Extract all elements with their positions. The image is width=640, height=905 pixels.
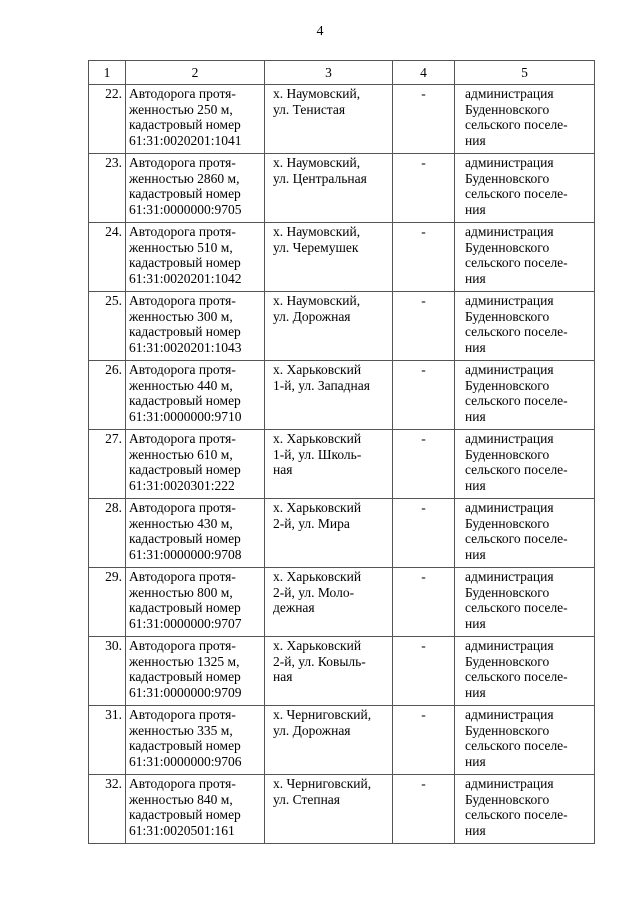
location-cell [265, 361, 393, 430]
column-header: 3 [265, 61, 393, 85]
row-number-cell: 30. [89, 637, 126, 706]
table-row [89, 706, 595, 775]
owner-cell [455, 775, 595, 844]
owner-line: ния [465, 753, 486, 769]
description-line: 61:31:0000000:9705 [129, 201, 242, 217]
registry-table [88, 60, 595, 844]
owner-line: администрация [465, 86, 554, 101]
row-number-cell: 31. [89, 706, 126, 775]
table-row [89, 154, 595, 223]
location-line: х. Харьковский [273, 500, 362, 515]
row-number-cell: 25. [89, 292, 126, 361]
column-header: 2 [126, 61, 265, 85]
location-cell [265, 706, 393, 775]
location-line: х. Харьковский [273, 431, 362, 446]
owner-cell [455, 430, 595, 499]
location-line: ул. Степная [273, 791, 341, 807]
road-description-cell [126, 706, 265, 775]
description-line: женностью 430 м, [129, 515, 233, 531]
description-line: женностью 440 м, [129, 377, 233, 393]
owner-line: Буденновского [465, 101, 550, 117]
description-line: 61:31:0020201:1042 [129, 270, 242, 286]
description-line: женностью 1325 м, [129, 653, 240, 669]
owner-line: сельского поселе- [465, 186, 568, 201]
owner-line: Буденновского [465, 653, 550, 669]
location-line: ул. Тенистая [273, 101, 346, 117]
location-cell [265, 775, 393, 844]
description-line: 61:31:0020201:1043 [129, 339, 242, 355]
column-4-cell: - [393, 775, 455, 844]
location-line: х. Наумовский, [273, 155, 361, 170]
owner-line: администрация [465, 224, 554, 239]
row-number-cell: 24. [89, 223, 126, 292]
owner-cell [455, 499, 595, 568]
owner-line: сельского поселе- [465, 255, 568, 270]
location-line: дежная [273, 600, 315, 615]
table-row [89, 223, 595, 292]
description-line: женностью 2860 м, [129, 170, 240, 186]
description-line: кадастровый номер [129, 255, 241, 270]
location-line: ул. Дорожная [273, 308, 351, 324]
description-line: кадастровый номер [129, 393, 241, 408]
owner-line: администрация [465, 155, 554, 170]
table-row [89, 292, 595, 361]
description-line: женностью 800 м, [129, 584, 233, 600]
owner-line: ния [465, 270, 486, 286]
column-4-cell: - [393, 154, 455, 223]
location-line: х. Наумовский, [273, 86, 361, 101]
description-line: Автодорога протя- [129, 293, 236, 308]
description-line: женностью 840 м, [129, 791, 233, 807]
owner-line: сельского поселе- [465, 531, 568, 546]
description-line: 61:31:0020301:222 [129, 477, 235, 493]
column-4-cell: - [393, 430, 455, 499]
location-line: ул. Черемушек [273, 239, 359, 255]
road-description-cell [126, 292, 265, 361]
description-line: женностью 510 м, [129, 239, 233, 255]
description-line: кадастровый номер [129, 462, 241, 477]
location-line: 2-й, ул. Ковыль- [273, 653, 366, 669]
owner-line: ния [465, 615, 486, 631]
description-line: Автодорога протя- [129, 431, 236, 446]
description-line: Автодорога протя- [129, 569, 236, 584]
column-header: 1 [89, 61, 126, 85]
location-cell [265, 223, 393, 292]
description-line: 61:31:0000000:9708 [129, 546, 242, 562]
owner-cell [455, 154, 595, 223]
location-line: х. Наумовский, [273, 224, 361, 239]
owner-line: администрация [465, 638, 554, 653]
owner-line: администрация [465, 500, 554, 515]
owner-line: Буденновского [465, 584, 550, 600]
owner-line: сельского поселе- [465, 393, 568, 408]
location-line: ул. Дорожная [273, 722, 351, 738]
owner-line: Буденновского [465, 446, 550, 462]
owner-line: сельского поселе- [465, 117, 568, 132]
owner-line: ния [465, 201, 486, 217]
description-line: кадастровый номер [129, 807, 241, 822]
location-line: ная [273, 462, 293, 477]
column-4-cell: - [393, 568, 455, 637]
location-line: х. Харьковский [273, 638, 362, 653]
description-line: женностью 610 м, [129, 446, 233, 462]
location-cell [265, 154, 393, 223]
description-line: кадастровый номер [129, 117, 241, 132]
owner-cell [455, 361, 595, 430]
owner-line: администрация [465, 362, 554, 377]
road-description-cell [126, 568, 265, 637]
owner-line: сельского поселе- [465, 324, 568, 339]
owner-line: ния [465, 132, 486, 148]
description-line: Автодорога протя- [129, 707, 236, 722]
column-4-cell: - [393, 292, 455, 361]
owner-line: администрация [465, 776, 554, 791]
owner-cell [455, 706, 595, 775]
table-row [89, 568, 595, 637]
table-row [89, 361, 595, 430]
column-4-cell: - [393, 361, 455, 430]
description-line: Автодорога протя- [129, 155, 236, 170]
location-line: ул. Центральная [273, 170, 367, 186]
location-line: х. Харьковский [273, 569, 362, 584]
owner-line: Буденновского [465, 377, 550, 393]
owner-line: администрация [465, 431, 554, 446]
owner-line: сельского поселе- [465, 738, 568, 753]
owner-line: ния [465, 546, 486, 562]
road-description-cell [126, 361, 265, 430]
owner-line: сельского поселе- [465, 462, 568, 477]
description-line: Автодорога протя- [129, 638, 236, 653]
owner-line: Буденновского [465, 170, 550, 186]
description-line: 61:31:0020201:1041 [129, 132, 242, 148]
owner-line: ния [465, 339, 486, 355]
column-4-cell: - [393, 637, 455, 706]
description-line: 61:31:0000000:9707 [129, 615, 242, 631]
description-line: женностью 335 м, [129, 722, 233, 738]
location-line: 1-й, ул. Западная [273, 377, 370, 393]
description-line: Автодорога протя- [129, 500, 236, 515]
owner-cell [455, 223, 595, 292]
owner-cell [455, 568, 595, 637]
location-line: х. Черниговский, [273, 776, 372, 791]
description-line: кадастровый номер [129, 738, 241, 753]
row-number-cell: 28. [89, 499, 126, 568]
owner-line: ния [465, 408, 486, 424]
page-number: 4 [316, 24, 324, 39]
location-line: ная [273, 669, 293, 684]
owner-line: ния [465, 822, 486, 838]
table-row [89, 499, 595, 568]
table-row [89, 637, 595, 706]
row-number-cell: 26. [89, 361, 126, 430]
column-header: 4 [393, 61, 455, 85]
owner-line: ния [465, 684, 486, 700]
owner-line: сельского поселе- [465, 600, 568, 615]
table-row [89, 85, 595, 154]
description-line: женностью 300 м, [129, 308, 233, 324]
table-header-row [89, 61, 595, 85]
location-line: х. Черниговский, [273, 707, 372, 722]
column-4-cell: - [393, 85, 455, 154]
owner-line: администрация [465, 707, 554, 722]
row-number-cell: 27. [89, 430, 126, 499]
description-line: кадастровый номер [129, 669, 241, 684]
location-cell [265, 85, 393, 154]
column-4-cell: - [393, 706, 455, 775]
owner-line: Буденновского [465, 239, 550, 255]
road-description-cell [126, 223, 265, 292]
location-cell [265, 499, 393, 568]
description-line: 61:31:0020501:161 [129, 822, 235, 838]
owner-cell [455, 85, 595, 154]
location-line: 2-й, ул. Моло- [273, 584, 355, 600]
description-line: 61:31:0000000:9709 [129, 684, 242, 700]
description-line: 61:31:0000000:9710 [129, 408, 242, 424]
row-number-cell: 32. [89, 775, 126, 844]
owner-cell [455, 292, 595, 361]
location-line: 1-й, ул. Школь- [273, 446, 362, 462]
location-line: 2-й, ул. Мира [273, 515, 350, 531]
owner-cell [455, 637, 595, 706]
description-line: женностью 250 м, [129, 101, 233, 117]
road-description-cell [126, 430, 265, 499]
owner-line: Буденновского [465, 791, 550, 807]
row-number-cell: 23. [89, 154, 126, 223]
description-line: кадастровый номер [129, 600, 241, 615]
owner-line: Буденновского [465, 308, 550, 324]
road-description-cell [126, 637, 265, 706]
row-number-cell: 22. [89, 85, 126, 154]
description-line: 61:31:0000000:9706 [129, 753, 242, 769]
location-cell [265, 430, 393, 499]
owner-line: администрация [465, 569, 554, 584]
column-4-cell: - [393, 499, 455, 568]
location-cell [265, 637, 393, 706]
owner-line: сельского поселе- [465, 807, 568, 822]
owner-line: сельского поселе- [465, 669, 568, 684]
location-cell [265, 568, 393, 637]
owner-line: ния [465, 477, 486, 493]
table-row [89, 430, 595, 499]
road-description-cell [126, 775, 265, 844]
description-line: Автодорога протя- [129, 86, 236, 101]
owner-line: Буденновского [465, 722, 550, 738]
description-line: кадастровый номер [129, 186, 241, 201]
row-number-cell: 29. [89, 568, 126, 637]
column-header: 5 [455, 61, 595, 85]
location-cell [265, 292, 393, 361]
description-line: кадастровый номер [129, 324, 241, 339]
owner-line: Буденновского [465, 515, 550, 531]
owner-line: администрация [465, 293, 554, 308]
road-description-cell [126, 85, 265, 154]
table-row [89, 775, 595, 844]
location-line: х. Наумовский, [273, 293, 361, 308]
description-line: Автодорога протя- [129, 224, 236, 239]
road-description-cell [126, 499, 265, 568]
description-line: Автодорога протя- [129, 362, 236, 377]
location-line: х. Харьковский [273, 362, 362, 377]
description-line: кадастровый номер [129, 531, 241, 546]
description-line: Автодорога протя- [129, 776, 236, 791]
column-4-cell: - [393, 223, 455, 292]
road-description-cell [126, 154, 265, 223]
